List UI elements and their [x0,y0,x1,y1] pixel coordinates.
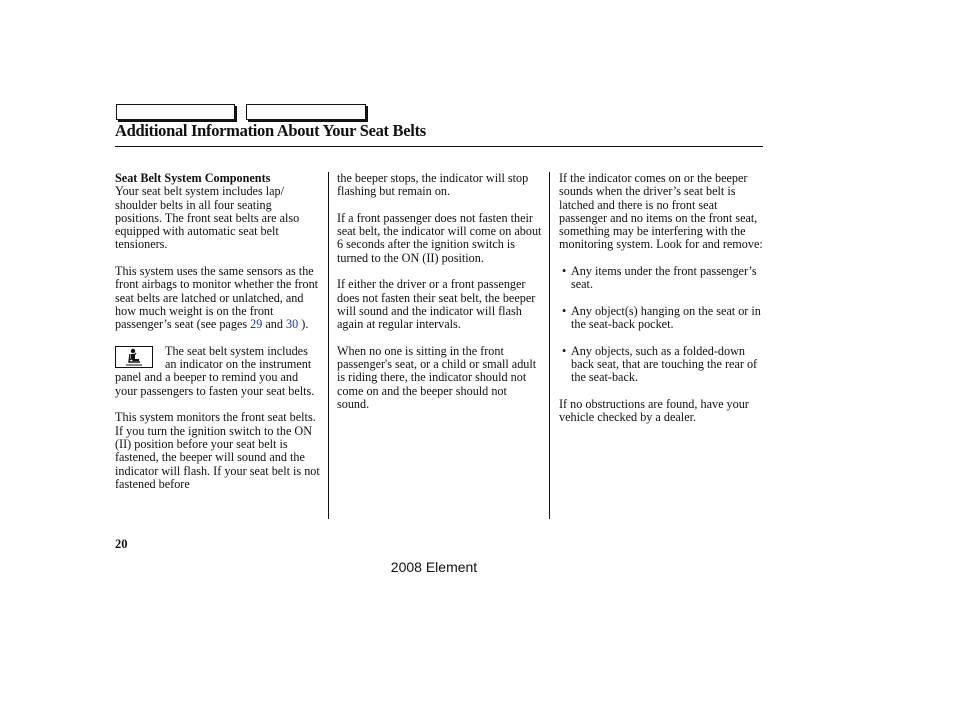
bullet-marker: • [562,303,567,318]
list-item [559,345,767,385]
seat-belt-reminder-icon [115,346,153,368]
paragraph-indicator-text: The seat belt system includes an indicator on the instrument panel and a beeper to remind you and your passengers to fasten your seat belts. [115,343,315,398]
list-item [559,265,767,292]
title-divider [115,146,763,147]
paragraph-sensors-text: This system uses the same sensors as the front airbags to monitor whether the front seat belts are latched or unlatched, and how much weight is on the front passenger’s seat (see pages [115,264,319,332]
section-heading: Seat Belt System Components [115,171,271,185]
paragraph-no-passenger: When no one is sitting in the front passenger's seat, or a child or small adult is riding there, the indicator should not come on and the beeper should not sound. [337,343,537,412]
column-divider-2 [549,172,550,519]
column-1 [115,172,320,504]
paragraph-sensors-end: ). [301,317,309,332]
page-number: 20 [115,537,128,551]
footer-model: 2008 Element [390,559,478,575]
paragraph-either-unfastened: If either the driver or a front passenger does not fasten their seat belt, the beeper will sound and the indicator will flash again at regular intervals. [337,277,536,332]
column-divider-1 [328,172,329,519]
column-3 [559,172,767,438]
header-tab-right [246,104,366,120]
paragraph-dealer: If no obstructions are found, have your vehicle checked by a dealer. [559,397,749,425]
conjunction-and: and [265,317,283,332]
paragraph-troubleshoot: If the indicator comes on or the beeper sounds when the driver’s seat belt is latched and there is no front seat passenger and no items on the front seat, something may be interfering with the monitoring system. Look for and remove: [559,171,763,252]
page-link-30[interactable]: 30 [286,317,299,332]
paragraph-indicator [115,345,320,398]
paragraph-passenger-unfastened: If a front passenger does not fasten their seat belt, the indicator will come on about 6 seconds after the ignition switch is turned to the ON (II) position. [337,210,542,265]
list-item-text: Any items under the front passenger’s seat. [571,264,757,292]
column-2 [337,172,542,425]
list-item-text: Any objects, such as a folded-down back seat, that are touching the rear of the seat-back. [571,343,758,385]
paragraph-components: Your seat belt system includes lap/ shoulder belts in all four seating positions. The front seat belts are also equipped with automatic seat belt tensioners. [115,184,300,252]
page-title: Additional Information About Your Seat Belts [115,121,426,140]
bullet-marker: • [562,343,567,358]
paragraph-monitor: This system monitors the front seat belts. If you turn the ignition switch to the ON (II) position before your seat belt is fastened, the beeper will sound and the indicator will flash. If your seat belt is not fastened before [115,410,320,491]
header-tab-left [116,104,235,120]
list-item-text: Any object(s) hanging on the seat or in the seat-back pocket. [571,303,761,332]
page-link-29[interactable]: 29 [250,317,263,332]
bullet-marker: • [562,264,567,279]
paragraph-beeper-stops: the beeper stops, the indicator will stop flashing but remain on. [337,171,529,199]
list-item [559,305,767,332]
paragraph-sensors [115,265,320,331]
